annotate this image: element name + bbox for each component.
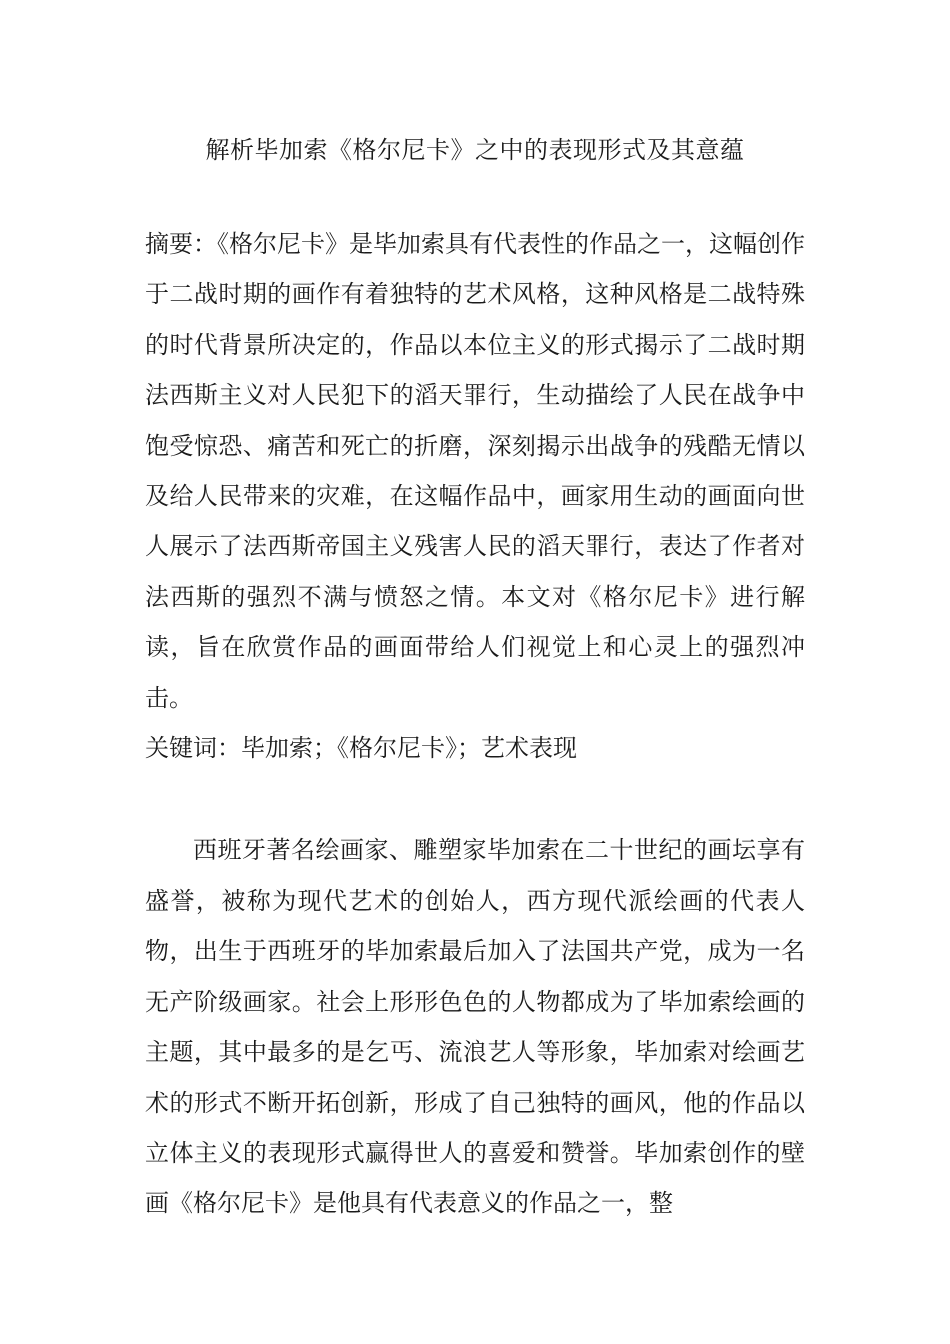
keywords-label: 关键词： xyxy=(145,734,241,763)
document-page xyxy=(145,125,805,1229)
document-title: 解析毕加索《格尔尼卡》之中的表现形式及其意蕴 xyxy=(205,136,745,164)
abstract-paragraph xyxy=(145,219,805,723)
keywords-text: 毕加索；《格尔尼卡》；艺术表现 xyxy=(241,734,577,763)
body-paragraph: 西班牙著名绘画家、雕塑家毕加索在二十世纪的画坛享有盛誉，被称为现代艺术的创始人，西方现代派绘画的代表人物，出生于西班牙的毕加索最后加入了法国共产党，成为一名无产阶级画家。社会上形形色色的人物都成为了毕加索绘画的主题，其中最多的是乞丐、流浪艺人等形象，毕加索对绘画艺术的形式不断开拓创新，形成了自己独特的画风，他的作品以立体主义的表现形式赢得世人的喜爱和赞誉。毕加索创作的壁画《格尔尼卡》是他具有代表意义的作品之一，整 xyxy=(145,836,805,1218)
abstract-text: 《格尔尼卡》是毕加索具有代表性的作品之一，这幅创作于二战时期的画作有着独特的艺术风格，这种风格是二战特殊的时代背景所决定的，作品以本位主义的形式揭示了二战时期法西斯主义对人民犯下的滔天罪行，生动描绘了人民在战争中饱受惊恐、痛苦和死亡的折磨，深刻揭示出战争的残酷无情以及给人民带来的灾难，在这幅作品中，画家用生动的画面向世人展示了法西斯帝国主义残害人民的滔天罪行，表达了作者对法西斯的强烈不满与愤怒之情。本文对《格尔尼卡》进行解读，旨在欣赏作品的画面带给人们视觉上和心灵上的强烈冲击。 xyxy=(145,230,805,712)
abstract-label: 摘要： xyxy=(145,230,217,258)
keywords-line xyxy=(145,723,805,773)
